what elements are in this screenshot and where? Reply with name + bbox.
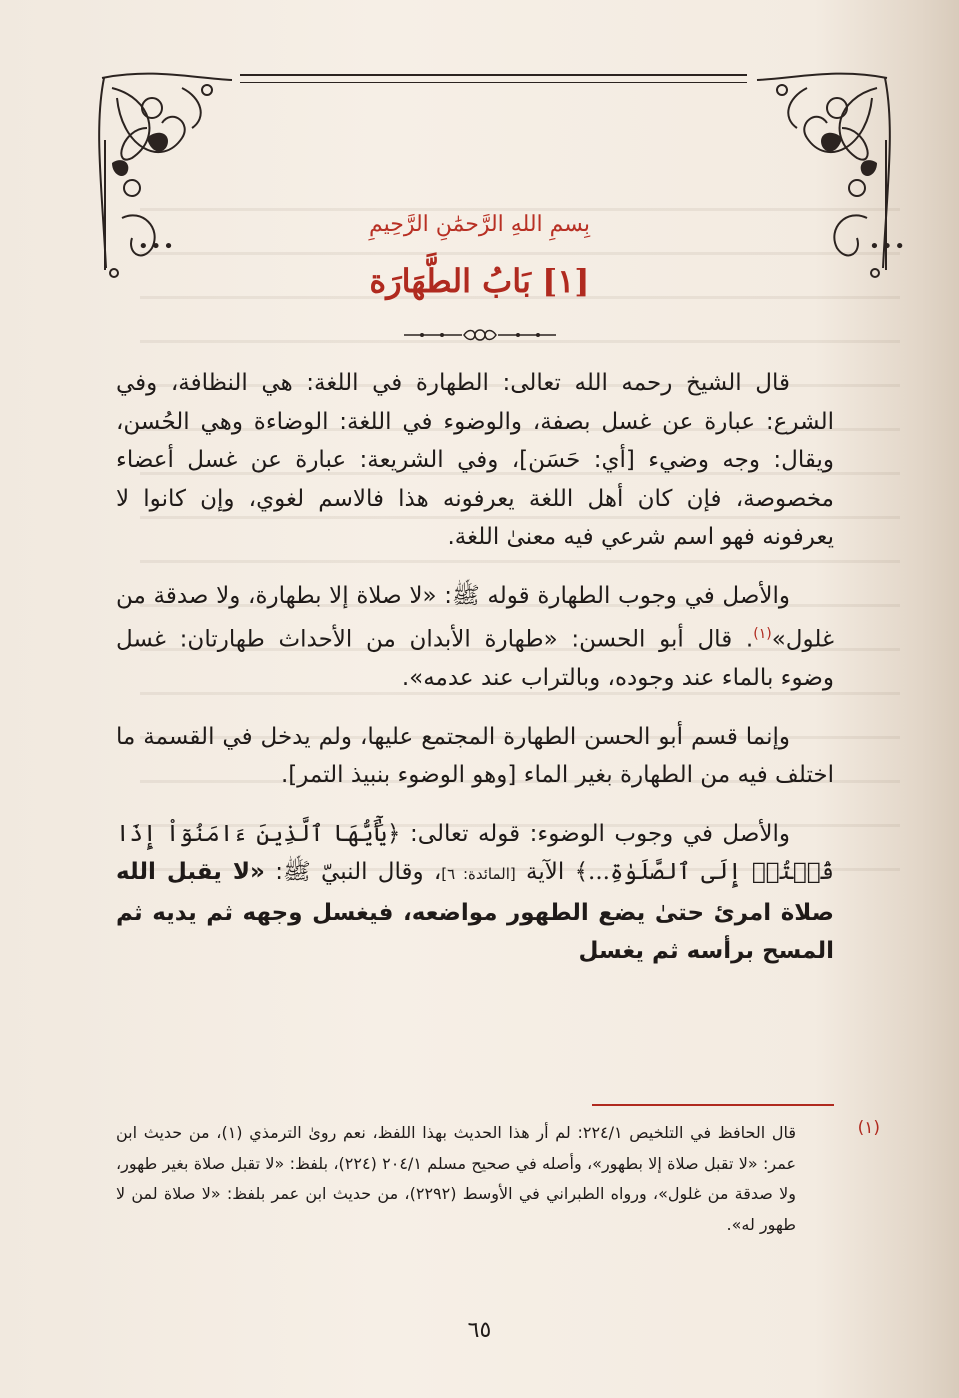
paragraph-4-part-a: والأصل في وجوب الوضوء: قوله تعالى: [400, 820, 790, 847]
paragraph-3: وإنما قسم أبو الحسن الطهارة المجتمع عليها، ولم يدخل في القسمة ما اختلف فيه من الطهارة بغير الماء [وهو الوضوء بنبيذ التمر]. [116, 723, 834, 789]
paragraph-2 [116, 577, 834, 698]
paragraph-4-part-c: ، وقال النبيّ ﷺ: [264, 859, 442, 886]
quran-verse: ﴿يَٰٓأَيُّهَا ٱلَّذِينَ ءَامَنُوٓاْ إِذَا قُمۡتُمۡ إِلَى ٱلصَّلَوٰةِ...﴾ [116, 820, 835, 886]
footnote-number: (١) [857, 1118, 880, 1138]
decorative-frame-top [240, 74, 747, 83]
title-divider-ornament [402, 326, 558, 344]
ornament-dots-left: ••• [138, 236, 176, 257]
paragraph-4 [116, 815, 834, 971]
footnote-reference[interactable]: (١) [753, 626, 772, 642]
bismillah-heading: بِسمِ اللهِ الرَّحمَٰنِ الرَّحِيمِ [368, 212, 591, 237]
chapter-heading [0, 262, 959, 300]
chapter-title: بَابُ الطَّهَارَة [369, 262, 531, 300]
paragraph-2-part-a: والأصل في وجوب الطهارة قوله ﷺ: «لا صلاة إلا بطهارة، ولا صدقة من غلول» [116, 582, 834, 653]
footnote-text: قال الحافظ في التلخيص ٢٢٤/١: لم أر هذا الحديث بهذا اللفظ، نعم روىٰ الترمذي (١)، من حديث ابن عمر: «لا تقبل صلاة إلا بطهور»، وأصله في صحيح مسلم ٢٠٤/١ (٢٢٤)، بلفظ: «لا تقبل صلاة بغير طهور، ولا صدقة من غلول»، ورواه الطبراني في الأوسط (٢٢٩٢)، من حديث ابن عمر بلفظ: «لا صلاة لمن لا طهور له». [116, 1123, 797, 1234]
ornament-dots-right: ••• [869, 236, 907, 257]
hadith-quote: «لا يقبل الله صلاة امرئ حتىٰ يضع الطهور مواضعه، فيغسل وجهه ثم يديه ثم المسح برأسه ثم يغسل [116, 859, 834, 965]
paragraph-2-part-b: . قال أبو الحسن: «طهارة الأبدان من الأحداث طهارتان: غسل وضوء بالماء عند وجوده، وبالتراب عند عدمه». [116, 626, 834, 692]
paragraph-1: قال الشيخ رحمه الله تعالى: الطهارة في اللغة: هي النظافة، وفي الشرع: عبارة عن غسل بصفة، والوضوء في اللغة: الوضاءة وهي الحُسن، ويقال: وجه وضيء [أي: حَسَن]، وفي الشريعة: عبارة عن غسل أعضاء مخصوصة، فإن كان أهل اللغة يعرفونه هذا فالاسم لغوي، وإن كانوا لا يعرفونه فهو اسم شرعي فيه معنىٰ اللغة. [116, 370, 834, 550]
paragraph-4-part-b: الآية [515, 859, 575, 886]
main-text [116, 364, 834, 971]
page-number: ٦٥ [467, 1318, 492, 1343]
chapter-number: [١] [542, 262, 590, 300]
verse-reference: [المائدة: ٦] [441, 865, 516, 884]
footnote-separator [592, 1104, 834, 1106]
